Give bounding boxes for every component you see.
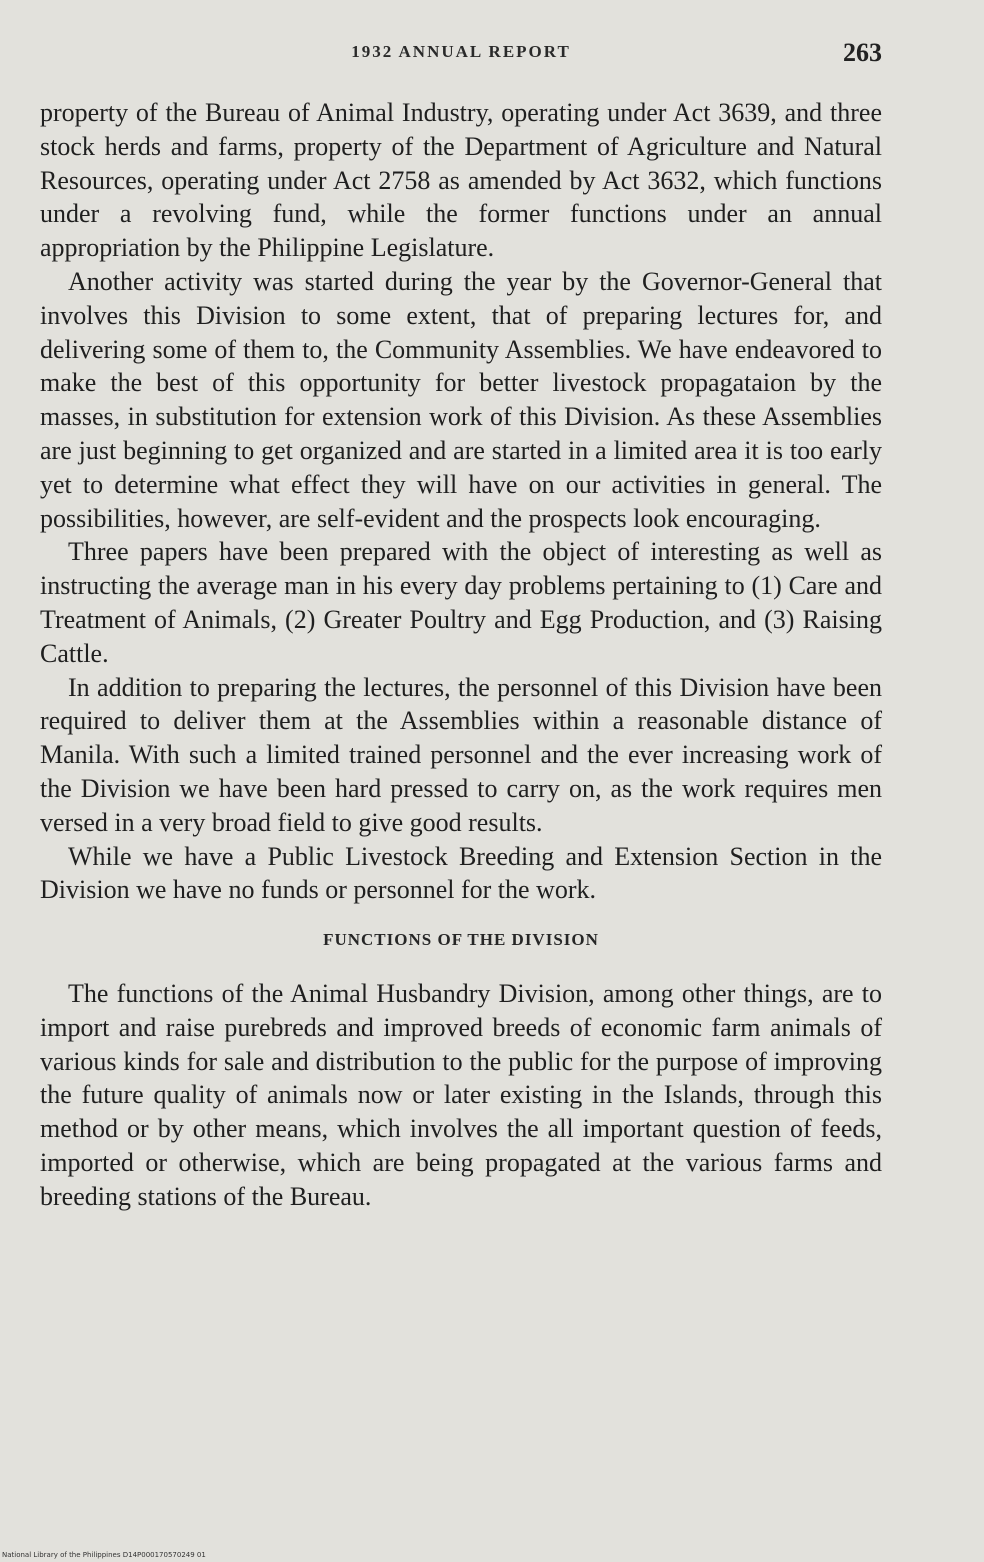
paragraph-lectures-personnel: In addition to preparing the lectures, the personnel of this Division have been required to deliver them at the Assemblies within a reasonable distance of Manila. With such a limited trained personnel and the ever increasing work of the Division we have been hard pressed to carry on, as the work requires men versed in a very broad field to give good results. (40, 672, 882, 837)
running-head (40, 40, 882, 74)
paragraph-continuation: property of the Bureau of Animal Industry, operating under Act 3639, and three stock herds and farms, property of the Department of Agriculture and Natural Resources, operating under Act 2758 as amended by Act 3632, which functions under a revolving fund, while the former functions under an annual appropriation by the Philippine Legislature. (40, 98, 882, 263)
page-number: 263 (843, 38, 882, 67)
body-text (40, 96, 882, 1214)
running-title: 1932 ANNUAL REPORT (351, 42, 571, 61)
paragraph-extension-section: While we have a Public Livestock Breeding and Extension Section in the Division we have no funds or personnel for the work. (40, 841, 882, 905)
section-heading: FUNCTIONS OF THE DIVISION (323, 930, 599, 950)
source-footer-note: National Library of the Philippines D14P000170570249 01 (2, 1551, 206, 1559)
paragraph-community-assemblies: Another activity was started during the year by the Governor-General that involves this Division to some extent, that of preparing lectures for, and delivering some of them to, the Community Assemblies. We have endeavored to make the best of this opportunity for better livestock propagataion by the masses, in substitution for extension work of this Division. As these Assemblies are just beginning to get organized and are started in a limited area it is too early yet to determine what effect they will have on our activities in general. The possibilities, however, are self-evident and the prospects look encouraging. (40, 266, 882, 533)
paragraph-functions: The functions of the Animal Husbandry Division, among other things, are to import and raise purebreds and improved breeds of economic farm animals of various kinds for sale and distribution to the public for the purpose of improving the future quality of animals now or later existing in the Islands, through this method or by other means, which involves the all important question of feeds, imported or otherwise, which are being propagated at the various farms and breeding stations of the Bureau. (40, 978, 882, 1211)
paragraph-three-papers: Three papers have been prepared with the object of interesting as well as instructing the average man in his every day problems pertaining to (1) Care and Treatment of Animals, (2) Greater Poultry and Egg Production, and (3) Raising Cattle. (40, 537, 882, 668)
